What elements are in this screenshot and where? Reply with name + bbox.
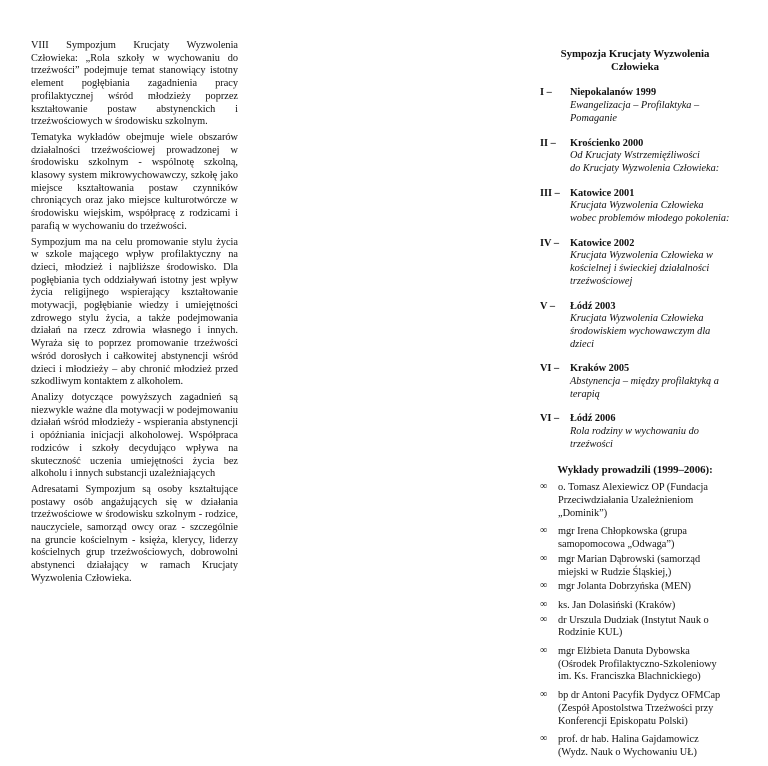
symposium-item: [540, 301, 730, 352]
symposium-place: Katowice 2002: [570, 237, 635, 249]
symposium-place: Katowice 2001: [570, 187, 635, 199]
symposium-number: VI –: [540, 413, 560, 425]
lecturer-name: mgr Marian Dąbrowski (samorząd miejski w Rudzie Śląskiej,): [558, 553, 701, 578]
infinity-bullet-icon: ∞: [540, 580, 548, 592]
symposium-theme: Krucjata Wyzwolenia Człowieka w kościelnej i świeckiej działalności trzeźwościowej: [570, 250, 713, 287]
symposium-place: Niepokalanów 1999: [570, 87, 657, 99]
lecturer-item: [540, 581, 730, 594]
symposium-theme: Abstynencja – między profilaktyką a terapią: [570, 376, 719, 400]
intro-paragraph: Tematyka wykładów obejmuje wiele obszarów działalności trzeźwościowej prowadzonej w środowisku szkolnym - wspólnotę szkolną, klasowy system mikrowychowawczy, szkołę jako miejsce kształtowania postaw czynników chroniących oraz jako miejsce kulturotwórcze w środowisku wiejskim, współpracę z rodzicami i parafią w wychowaniu do trzeźwości.: [31, 131, 238, 232]
lecturer-item: [540, 734, 730, 759]
symposium-theme: do Krucjaty Wyzwolenia Człowieka:: [570, 162, 720, 174]
symposium-number: V –: [540, 300, 555, 312]
lecturer-item: [540, 526, 730, 551]
lecturer-item: [540, 646, 730, 684]
intro-column: [31, 40, 238, 586]
symposium-place: Kraków 2005: [570, 363, 630, 375]
intro-paragraph: Adresatami Sympozjum są osoby kształtujące postawy osób angażujących się w działania trzeźwościowe w środowisku szkolnym - rodzice, nauczyciele, samorząd owcy oraz - szczególnie na gruncie kościelnym - księża, klerycy, liderzy kościelnych grup trzeźwościowych, dobrowolni abstynenci działający w ramach Krucjaty Wyzwolenia Człowieka.: [31, 483, 238, 584]
symposium-theme: wobec problemów młodego pokolenia:: [570, 213, 730, 225]
lecturer-item: [540, 690, 730, 728]
symposium-place: Łódź 2003: [570, 300, 616, 312]
symposium-theme: Od Krucjaty Wstrzemięźliwości: [570, 150, 700, 162]
symposium-item: [540, 138, 730, 176]
lecturer-name: dr Urszula Dudziak (Instytut Nauk o Rodzinie KUL): [558, 614, 709, 639]
symposium-item: [540, 188, 730, 226]
symposium-number: VI –: [540, 363, 560, 375]
symposium-number: I –: [540, 87, 552, 99]
symposia-list: [540, 87, 730, 451]
infinity-bullet-icon: ∞: [540, 733, 548, 745]
lecturer-item: [540, 554, 730, 579]
symposium-number: II –: [540, 137, 556, 149]
lectures-list: [540, 482, 730, 759]
intro-paragraph: Analizy dotyczące powyższych zagadnień są niezwykle ważne dla motywacji w podejmowaniu działań wśród młodzieży - wspierania abstynencji i opóźniania inicjacji alkoholowej. Współpraca rodziców i szkoły decydująco wpływa na skuteczność uczenia umiejętności życia bez alkoholu i innych substancji uzależniających: [31, 391, 238, 480]
lecturer-name: bp dr Antoni Pacyfik Dydycz OFMCap (Zespół Apostolstwa Trzeźwości przy Konferencji Episkopatu Polski): [558, 690, 721, 727]
symposium-item: [540, 413, 730, 451]
intro-paragraph: VIII Sympozjum Krucjaty Wyzwolenia Człowieka: „Rola szkoły w wychowaniu do trzeźwości” podejmuje temat stanowiący istotny element pogłębiania zagadnienia pracy profilaktycznej wśród młodzieży poprzez kształtowanie postaw abstynenckich i trzeźwościowych w środowisku szkolnym.: [31, 40, 238, 128]
lecturer-name: mgr Irena Chłopkowska (grupa samopomocowa „Odwaga”): [558, 526, 687, 551]
symposium-item: [540, 87, 730, 125]
symposium-place: Krościenko 2000: [570, 137, 644, 149]
symposium-place: Łódź 2006: [570, 413, 616, 425]
symposium-theme: Rola rodziny w wychowaniu do trzeźwości: [570, 426, 699, 450]
symposium-number: III –: [540, 187, 560, 199]
infinity-bullet-icon: ∞: [540, 525, 548, 537]
infinity-bullet-icon: ∞: [540, 645, 548, 657]
lecturer-name: mgr Elżbieta Danuta Dybowska (Ośrodek Profilaktyczno-Szkoleniowy im. Ks. Franciszka Blachnickiego): [558, 646, 717, 683]
lecturer-item: [540, 482, 730, 520]
symposia-column: [540, 48, 730, 766]
lecturer-name: prof. dr hab. Halina Gajdamowicz (Wydz. Nauk o Wychowaniu UŁ): [558, 734, 699, 758]
lecturer-name: ks. Jan Dolasiński (Kraków): [558, 599, 676, 611]
lecturer-name: mgr Jolanta Dobrzyńska (MEN): [558, 581, 691, 593]
infinity-bullet-icon: ∞: [540, 481, 548, 493]
symposium-item: [540, 363, 730, 401]
symposium-number: IV –: [540, 237, 559, 249]
lecturer-item: [540, 615, 730, 640]
symposium-theme: Krucjata Wyzwolenia Człowieka: [570, 200, 704, 212]
infinity-bullet-icon: ∞: [540, 613, 548, 625]
symposium-theme: Ewangelizacja – Profilaktyka – Pomaganie: [570, 100, 700, 124]
lecturer-item: [540, 600, 730, 613]
lectures-title: Wykłady prowadzili (1999–2006):: [557, 463, 713, 476]
symposium-item: [540, 238, 730, 289]
infinity-bullet-icon: ∞: [540, 689, 548, 701]
intro-paragraph: Sympozjum ma na celu promowanie stylu życia w szkole mającego wpływ profilaktyczny na dzieci, młodzież i najbliższe środowisko. Dla pogłębiania tych oddziaływań istotny jest wpływ życia religijnego wspierający kształtowanie motywacji, pogłębianie wiedzy i umiejętności zdrowego stylu życia, a także podejmowania działań na rzecz zdrowia własnego i innych. Wyraża się to poprzez promowanie trzeźwości wśród dorosłych i całkowitej abstynencji wśród dzieci i młodzieży – aby chronić młodzież przed szkodliwym kontaktem z alkoholem.: [31, 236, 238, 388]
symposium-theme: Krucjata Wyzwolenia Człowieka środowiskiem wychowawczym dla dzieci: [570, 313, 711, 350]
lecturer-name: o. Tomasz Alexiewicz OP (Fundacja Przeciwdziałania Uzależnieniom „Dominik”): [558, 482, 708, 519]
infinity-bullet-icon: ∞: [540, 552, 548, 564]
symposia-title: Sympozja Krucjaty Wyzwolenia Człowieka: [560, 48, 710, 73]
infinity-bullet-icon: ∞: [540, 598, 548, 610]
